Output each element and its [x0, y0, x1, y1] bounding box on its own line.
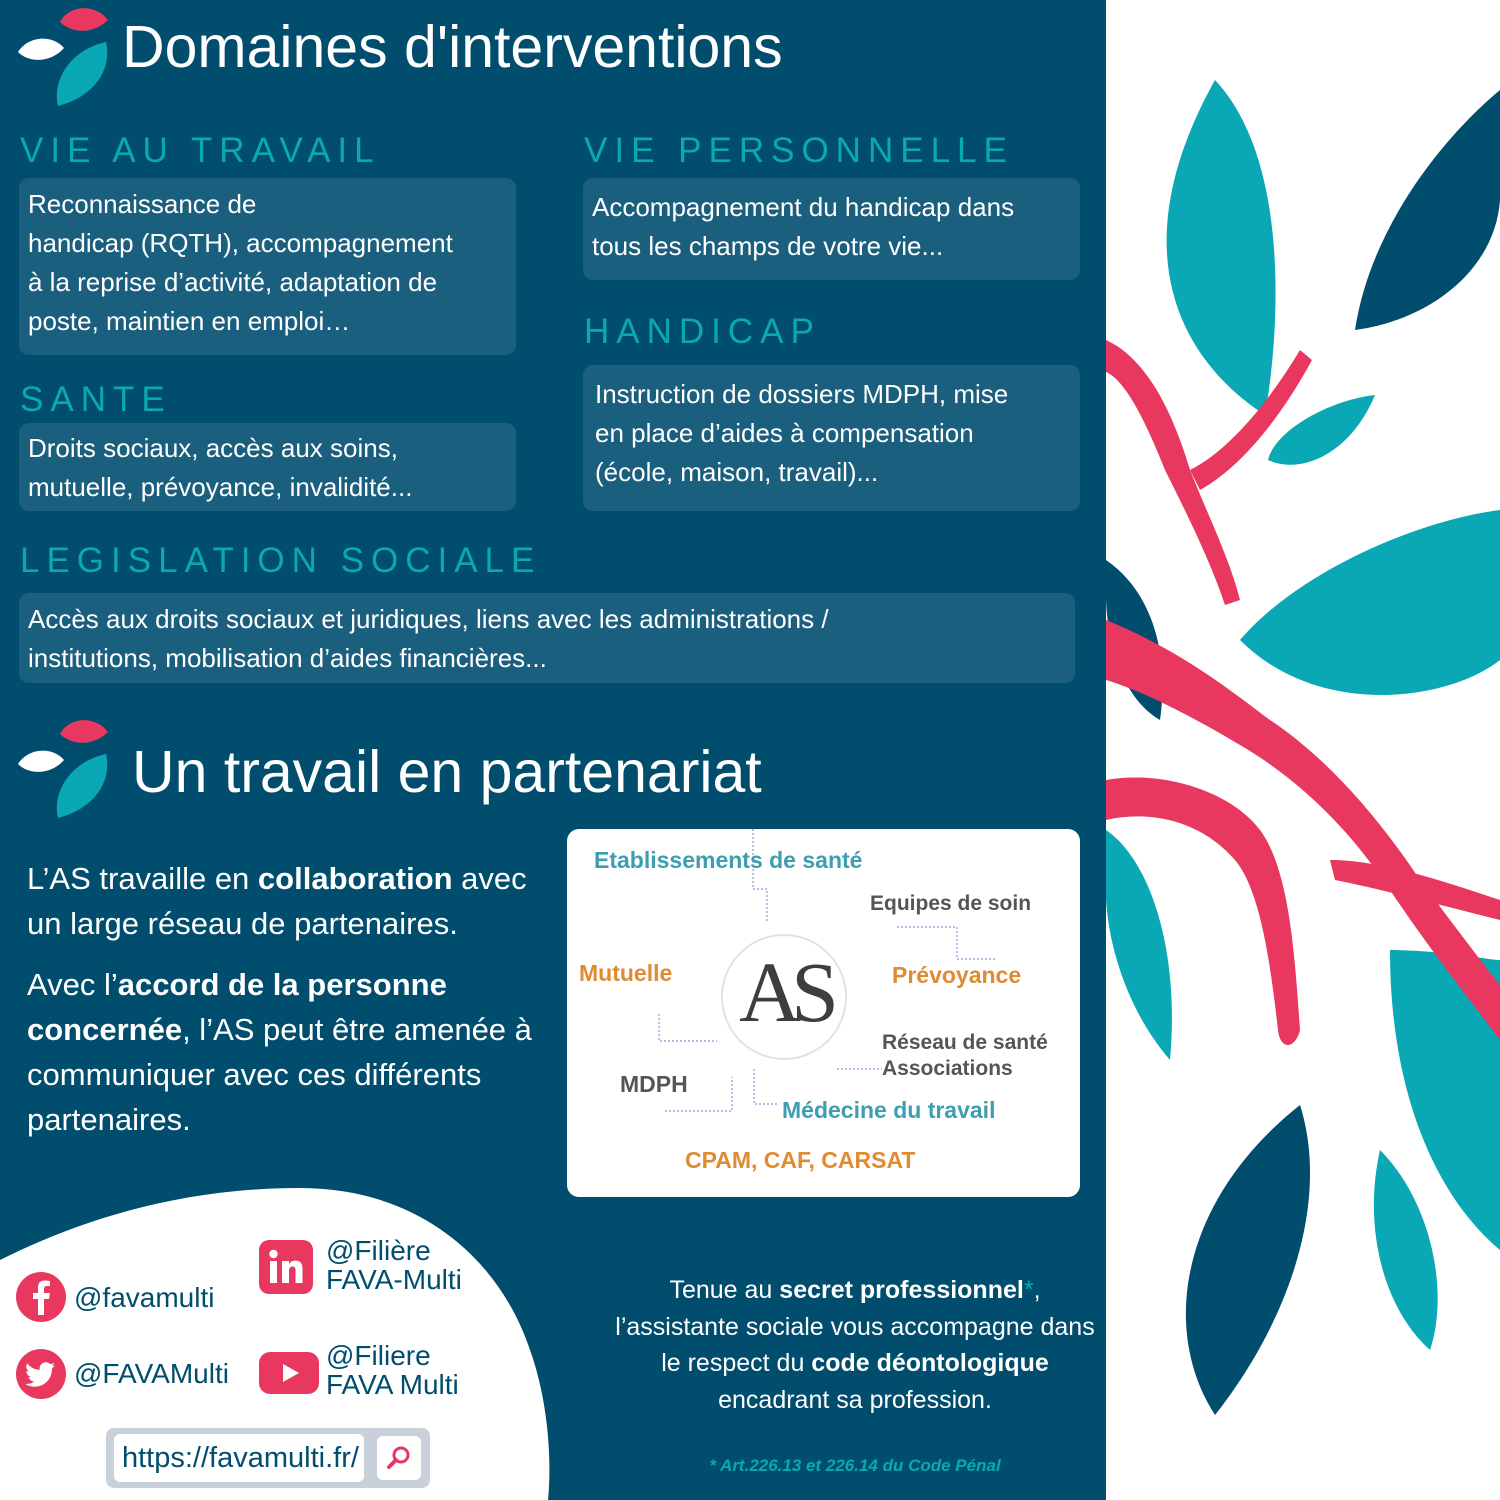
- paragraph-collaboration: [27, 856, 557, 946]
- youtube-handle-line: @Filiere: [326, 1340, 431, 1371]
- search-icon: [377, 1436, 421, 1480]
- secret-professionnel-note: [615, 1272, 1095, 1418]
- heading-handicap: HANDICAP: [584, 312, 821, 351]
- youtube-handle-line: FAVA Multi: [326, 1369, 459, 1400]
- facebook-handle[interactable]: @favamulti: [74, 1282, 215, 1313]
- text: , l’assistante sociale vous accompagne dans le respect du: [615, 1276, 1095, 1377]
- website-url[interactable]: https://favamulti.fr/: [114, 1434, 364, 1482]
- text-line: à la reprise d’activité, adaptation de: [28, 267, 438, 297]
- partenariat-title: Un travail en partenariat: [132, 739, 762, 805]
- partner-medecine-travail: Médecine du travail: [782, 1097, 996, 1123]
- text: avec un large réseau de partenaires.: [27, 861, 527, 941]
- partner-etablissements-sante: Etablissements de santé: [594, 847, 863, 873]
- tree-branches-and-leaves: [1106, 0, 1500, 1500]
- linkedin-handle[interactable]: [326, 1236, 462, 1294]
- partner-cpam-caf-carsat: CPAM, CAF, CARSAT: [685, 1147, 916, 1173]
- partner-mdph: MDPH: [620, 1071, 688, 1097]
- text-line: poste, maintien en emploi…: [28, 306, 351, 336]
- as-logo: AS: [739, 944, 829, 1040]
- partner-equipes-soin: Equipes de soin: [870, 892, 1032, 915]
- heading-vie-personnelle: VIE PERSONNELLE: [584, 131, 1014, 170]
- box-legislation-sociale: [19, 593, 1075, 683]
- partner-mutuelle: Mutuelle: [579, 960, 673, 986]
- bold-text: accord de la personne concernée: [27, 967, 447, 1047]
- linkedin-handle-line: @Filière: [326, 1235, 431, 1266]
- text: L’AS travaille en: [27, 861, 258, 896]
- text: encadrant sa profession.: [718, 1385, 992, 1414]
- partner-network-diagram: [567, 829, 1080, 1197]
- text-line: Instruction de dossiers MDPH, mise: [595, 379, 1009, 409]
- text-line: institutions, mobilisation d’aides financières...: [28, 643, 547, 673]
- text-line: mutuelle, prévoyance, invalidité...: [28, 472, 413, 502]
- heading-sante: SANTE: [20, 380, 172, 419]
- search-button[interactable]: [377, 1436, 421, 1480]
- text-line: (école, maison, travail)...: [595, 457, 879, 487]
- text-line: tous les champs de votre vie...: [592, 231, 944, 261]
- decorative-tree-illustration: [1106, 0, 1500, 1500]
- text: Tenue au: [669, 1276, 780, 1304]
- youtube-handle[interactable]: [326, 1341, 459, 1399]
- asterisk: *: [1023, 1276, 1034, 1304]
- favamulti-logo-icon: [16, 716, 112, 820]
- twitter-handle[interactable]: @FAVAMulti: [74, 1358, 229, 1389]
- text-line: Accès aux droits sociaux et juridiques, liens avec les administrations /: [28, 604, 829, 634]
- youtube-icon[interactable]: [259, 1352, 319, 1394]
- text-line: handicap (RQTH), accompagnement: [28, 228, 453, 258]
- partner-reseau-sante: Réseau de santé: [882, 1031, 1048, 1054]
- text: , l’AS peut être amenée à communiquer avec ces différents partenaires.: [27, 1012, 532, 1137]
- partner-prevoyance: Prévoyance: [892, 962, 1022, 988]
- twitter-icon[interactable]: [15, 1348, 67, 1400]
- domaines-title: Domaines d'interventions: [122, 14, 783, 80]
- box-sante: [19, 423, 516, 511]
- text-line: Reconnaissance de: [28, 189, 257, 219]
- partner-associations: Associations: [882, 1057, 1013, 1080]
- box-handicap: [583, 365, 1080, 511]
- website-url-bar[interactable]: [106, 1428, 430, 1488]
- partenariat-intro: [27, 856, 557, 1158]
- favamulti-logo-icon: [16, 4, 112, 108]
- text: Avec l’: [27, 967, 118, 1002]
- bold-text: secret professionnel: [779, 1276, 1024, 1304]
- bold-text: code déontologique: [811, 1349, 1049, 1377]
- paragraph-accord: [27, 962, 557, 1142]
- text-line: Accompagnement du handicap dans: [592, 192, 1015, 222]
- box-vie-personnelle: [583, 178, 1080, 280]
- box-vie-au-travail: [19, 178, 516, 355]
- bold-text: collaboration: [257, 861, 453, 896]
- heading-vie-au-travail: VIE AU TRAVAIL: [20, 131, 381, 170]
- text-line: Droits sociaux, accès aux soins,: [28, 433, 398, 463]
- heading-legislation-sociale: LEGISLATION SOCIALE: [20, 541, 542, 580]
- text-line: en place d’aides à compensation: [595, 418, 974, 448]
- linkedin-icon[interactable]: [259, 1240, 313, 1294]
- footnote-code-penal: * Art.226.13 et 226.14 du Code Pénal: [709, 1456, 1001, 1475]
- linkedin-handle-line: FAVA-Multi: [326, 1264, 462, 1295]
- facebook-icon[interactable]: [15, 1271, 67, 1323]
